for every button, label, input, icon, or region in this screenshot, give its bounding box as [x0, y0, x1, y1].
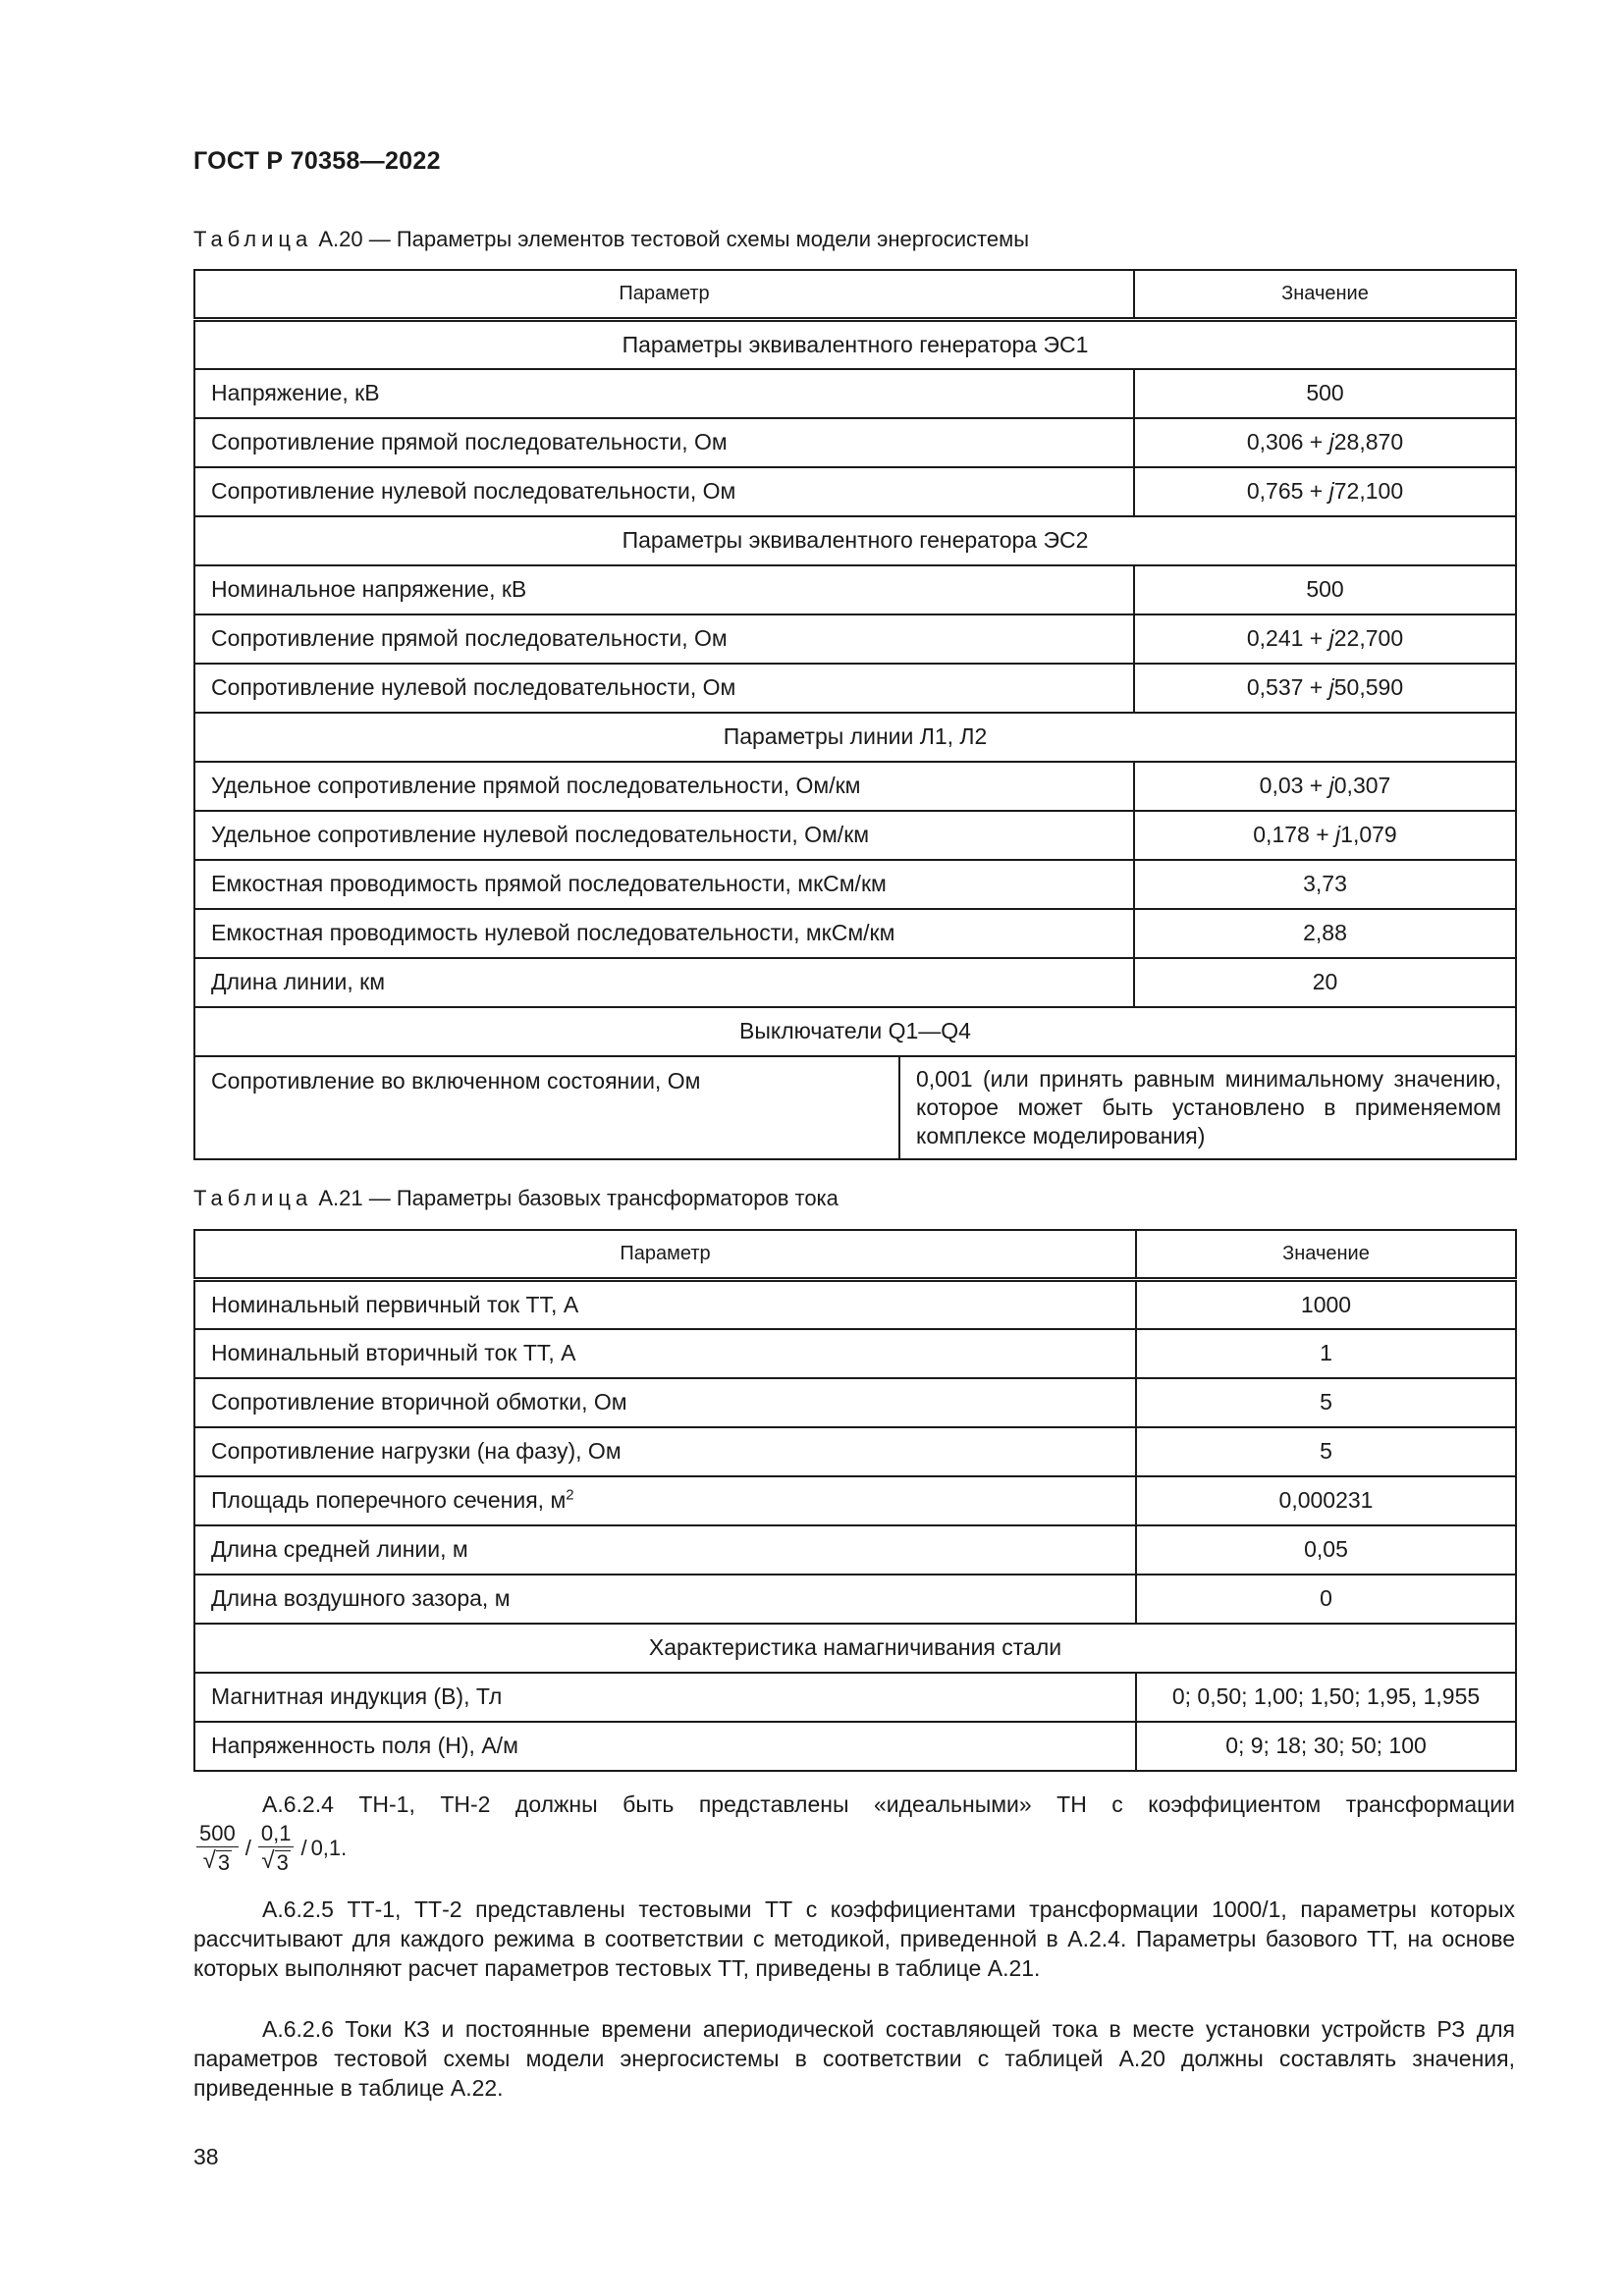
table-row: [194, 958, 1516, 1007]
param-cell: Сопротивление вторичной обмотки, Ом: [194, 1378, 1136, 1427]
value-cell: 500: [1134, 369, 1516, 418]
value-real: 0,306 +: [1246, 429, 1329, 454]
param-cell: Напряжение, кВ: [194, 369, 1134, 418]
value-cell: 1000: [1136, 1280, 1516, 1329]
value-cell: [1134, 418, 1516, 467]
table-row: [194, 1280, 1516, 1329]
page-number: 38: [193, 2144, 219, 2169]
column-header-value: Значение: [1134, 270, 1516, 320]
fraction-denominator: 3: [276, 1850, 289, 1875]
value-cell: 5: [1136, 1378, 1516, 1427]
caption-prefix: Таблица: [193, 1186, 313, 1210]
table-row: [194, 1329, 1516, 1378]
sqrt-symbol: √ 3: [202, 1847, 231, 1875]
caption-text: А.21 — Параметры базовых трансформаторов тока: [312, 1186, 839, 1210]
value-j: j: [1328, 625, 1334, 651]
section-row: [194, 1624, 1516, 1673]
value-cell: 3,73: [1134, 860, 1516, 909]
param-cell: Емкостная проводимость прямой последовательности, мкСм/км: [194, 860, 1134, 909]
param-cell: Удельное сопротивление прямой последовательности, Ом/км: [194, 762, 1134, 811]
value-cell: 0: [1136, 1575, 1516, 1624]
column-header-parameter: Параметр: [194, 270, 1134, 320]
table-row: [194, 1056, 1516, 1159]
paragraph-a626: [193, 2014, 1515, 2103]
document-code: ГОСТ Р 70358—2022: [193, 147, 441, 175]
table-row: [194, 1575, 1516, 1624]
value-cell: [1134, 762, 1516, 811]
value-real: 0,178 +: [1253, 822, 1336, 847]
table-row: [194, 762, 1516, 811]
value-cell: [1134, 664, 1516, 713]
param-cell: Сопротивление прямой последовательности, Ом: [194, 614, 1134, 664]
section-title: Выключатели Q1—Q4: [194, 1007, 1516, 1056]
formula-end: .: [341, 1835, 348, 1860]
split-row-table: [195, 1057, 1517, 1158]
param-cell: Сопротивление во включенном состоянии, Ом: [195, 1057, 899, 1158]
value-cell: 5: [1136, 1427, 1516, 1476]
value-cell: 0; 9; 18; 30; 50; 100: [1136, 1722, 1516, 1771]
fraction-numerator: 0,1: [258, 1821, 295, 1847]
param-cell: [194, 1476, 1136, 1525]
value-cell: 2,88: [1134, 909, 1516, 958]
fraction-2: [258, 1821, 295, 1875]
table-a21: [193, 1229, 1517, 1772]
ratio-formula: 500 √ 3 / 0,1 √ 3 / 0,1 .: [193, 1821, 347, 1875]
table-a21-caption: [193, 1186, 839, 1211]
param-cell: Длина воздушного зазора, м: [194, 1575, 1136, 1624]
section-title: Параметры эквивалентного генератора ЭС1: [194, 320, 1516, 369]
paragraph-a625: [193, 1895, 1515, 1983]
param-cell: Сопротивление прямой последовательности, Ом: [194, 418, 1134, 467]
formula-tail: 0,1: [310, 1835, 342, 1860]
table-row: [194, 418, 1516, 467]
table-row: [194, 1476, 1516, 1525]
param-cell: Длина линии, км: [194, 958, 1134, 1007]
value-imag: 22,700: [1333, 625, 1404, 651]
table-row: [194, 664, 1516, 713]
paragraph-text: А.6.2.4 ТН-1, ТН-2 должны быть представлены «идеальными» ТН с коэффициентом трансформации: [262, 1791, 1515, 1817]
param-cell: Сопротивление нагрузки (на фазу), Ом: [194, 1427, 1136, 1476]
section-row: [194, 713, 1516, 762]
table-header-row: [194, 270, 1516, 320]
table-row: [194, 909, 1516, 958]
value-cell: 500: [1134, 565, 1516, 614]
param-cell: Сопротивление нулевой последовательности, Ом: [194, 664, 1134, 713]
param-cell: Емкостная проводимость нулевой последовательности, мкСм/км: [194, 909, 1134, 958]
value-j: j: [1335, 822, 1341, 847]
value-j: j: [1328, 429, 1334, 454]
value-cell: [1134, 467, 1516, 516]
param-cell: Номинальный вторичный ток ТТ, А: [194, 1329, 1136, 1378]
table-row: [194, 369, 1516, 418]
param-cell: Сопротивление нулевой последовательности, Ом: [194, 467, 1134, 516]
param-cell: Длина средней линии, м: [194, 1525, 1136, 1575]
value-j: j: [1328, 773, 1334, 798]
value-j: j: [1328, 478, 1334, 504]
section-title: Параметры линии Л1, Л2: [194, 713, 1516, 762]
table-row: [194, 860, 1516, 909]
table-a20-caption: [193, 227, 1029, 252]
table-row: [194, 565, 1516, 614]
paragraph-a624: [193, 1789, 1515, 1819]
value-cell: 0,000231: [1136, 1476, 1516, 1525]
section-title: Характеристика намагничивания стали: [194, 1624, 1516, 1673]
value-real: 0,03 +: [1259, 773, 1329, 798]
table-row: [194, 1525, 1516, 1575]
value-cell: [1134, 811, 1516, 860]
table-row: [194, 811, 1516, 860]
table-row: [194, 614, 1516, 664]
value-imag: 28,870: [1333, 429, 1404, 454]
section-row: [194, 320, 1516, 369]
column-header-value: Значение: [1136, 1230, 1516, 1280]
table-row: [194, 1427, 1516, 1476]
section-title: Параметры эквивалентного генератора ЭС2: [194, 516, 1516, 565]
fraction-numerator: 500: [196, 1821, 239, 1847]
sqrt-symbol: √ 3: [261, 1847, 289, 1875]
section-row: [194, 1007, 1516, 1056]
table-row: [194, 1722, 1516, 1771]
paragraph-text: А.6.2.5 ТТ-1, ТТ-2 представлены тестовыми ТТ с коэффициентами трансформации 1000/1, параметры которых рассчитывают для каждого режима в соответствии с методикой, приведенной в А.2.4. Параметры базового ТТ, на основе которых выполняют расчет параметров тестовых ТТ, приведены в таблице А.21.: [193, 1896, 1515, 1981]
section-row: [194, 516, 1516, 565]
param-cell: Напряженность поля (Н), А/м: [194, 1722, 1136, 1771]
column-header-parameter: Параметр: [194, 1230, 1136, 1280]
value-cell: [1134, 614, 1516, 664]
value-cell: 1: [1136, 1329, 1516, 1378]
param-cell: Номинальный первичный ток ТТ, А: [194, 1280, 1136, 1329]
value-real: 0,537 +: [1246, 674, 1329, 700]
caption-text: А.20 — Параметры элементов тестовой схемы модели энергосистемы: [312, 227, 1030, 251]
value-imag: 50,590: [1333, 674, 1404, 700]
fraction-denominator: 3: [217, 1850, 231, 1875]
caption-prefix: Таблица: [193, 227, 313, 251]
value-cell: 0; 0,50; 1,00; 1,50; 1,95, 1,955: [1136, 1673, 1516, 1722]
param-superscript: 2: [566, 1486, 574, 1504]
value-cell: 0,05: [1136, 1525, 1516, 1575]
param-cell: Номинальное напряжение, кВ: [194, 565, 1134, 614]
value-imag: 1,079: [1340, 822, 1397, 847]
value-cell: 0,001 (или принять равным минимальному значению, которое может быть установлено в применяемом комплексе моделирования): [916, 1065, 1501, 1148]
value-real: 0,241 +: [1246, 625, 1329, 651]
paragraph-text: А.6.2.6 Токи КЗ и постоянные времени апериодической составляющей тока в месте установки устройств РЗ для параметров тестовой схемы модели энергосистемы в соответствии с таблицей А.20 должны составлять значения, приведенные в таблице А.22.: [193, 2016, 1515, 2101]
table-row: [194, 1378, 1516, 1427]
value-real: 0,765 +: [1246, 478, 1329, 504]
param-cell: Магнитная индукция (В), Тл: [194, 1673, 1136, 1722]
table-header-row: [194, 1230, 1516, 1280]
table-row: [194, 1673, 1516, 1722]
value-j: j: [1328, 674, 1334, 700]
table-a20: [193, 269, 1517, 1160]
value-imag: 0,307: [1333, 773, 1391, 798]
value-imag: 72,100: [1333, 478, 1404, 504]
fraction-1: [196, 1821, 239, 1875]
table-row: [194, 467, 1516, 516]
param-text: Площадь поперечного сечения, м: [211, 1487, 567, 1513]
split-row-cell: [194, 1056, 1516, 1159]
param-cell: Удельное сопротивление нулевой последовательности, Ом/км: [194, 811, 1134, 860]
value-cell: 20: [1134, 958, 1516, 1007]
